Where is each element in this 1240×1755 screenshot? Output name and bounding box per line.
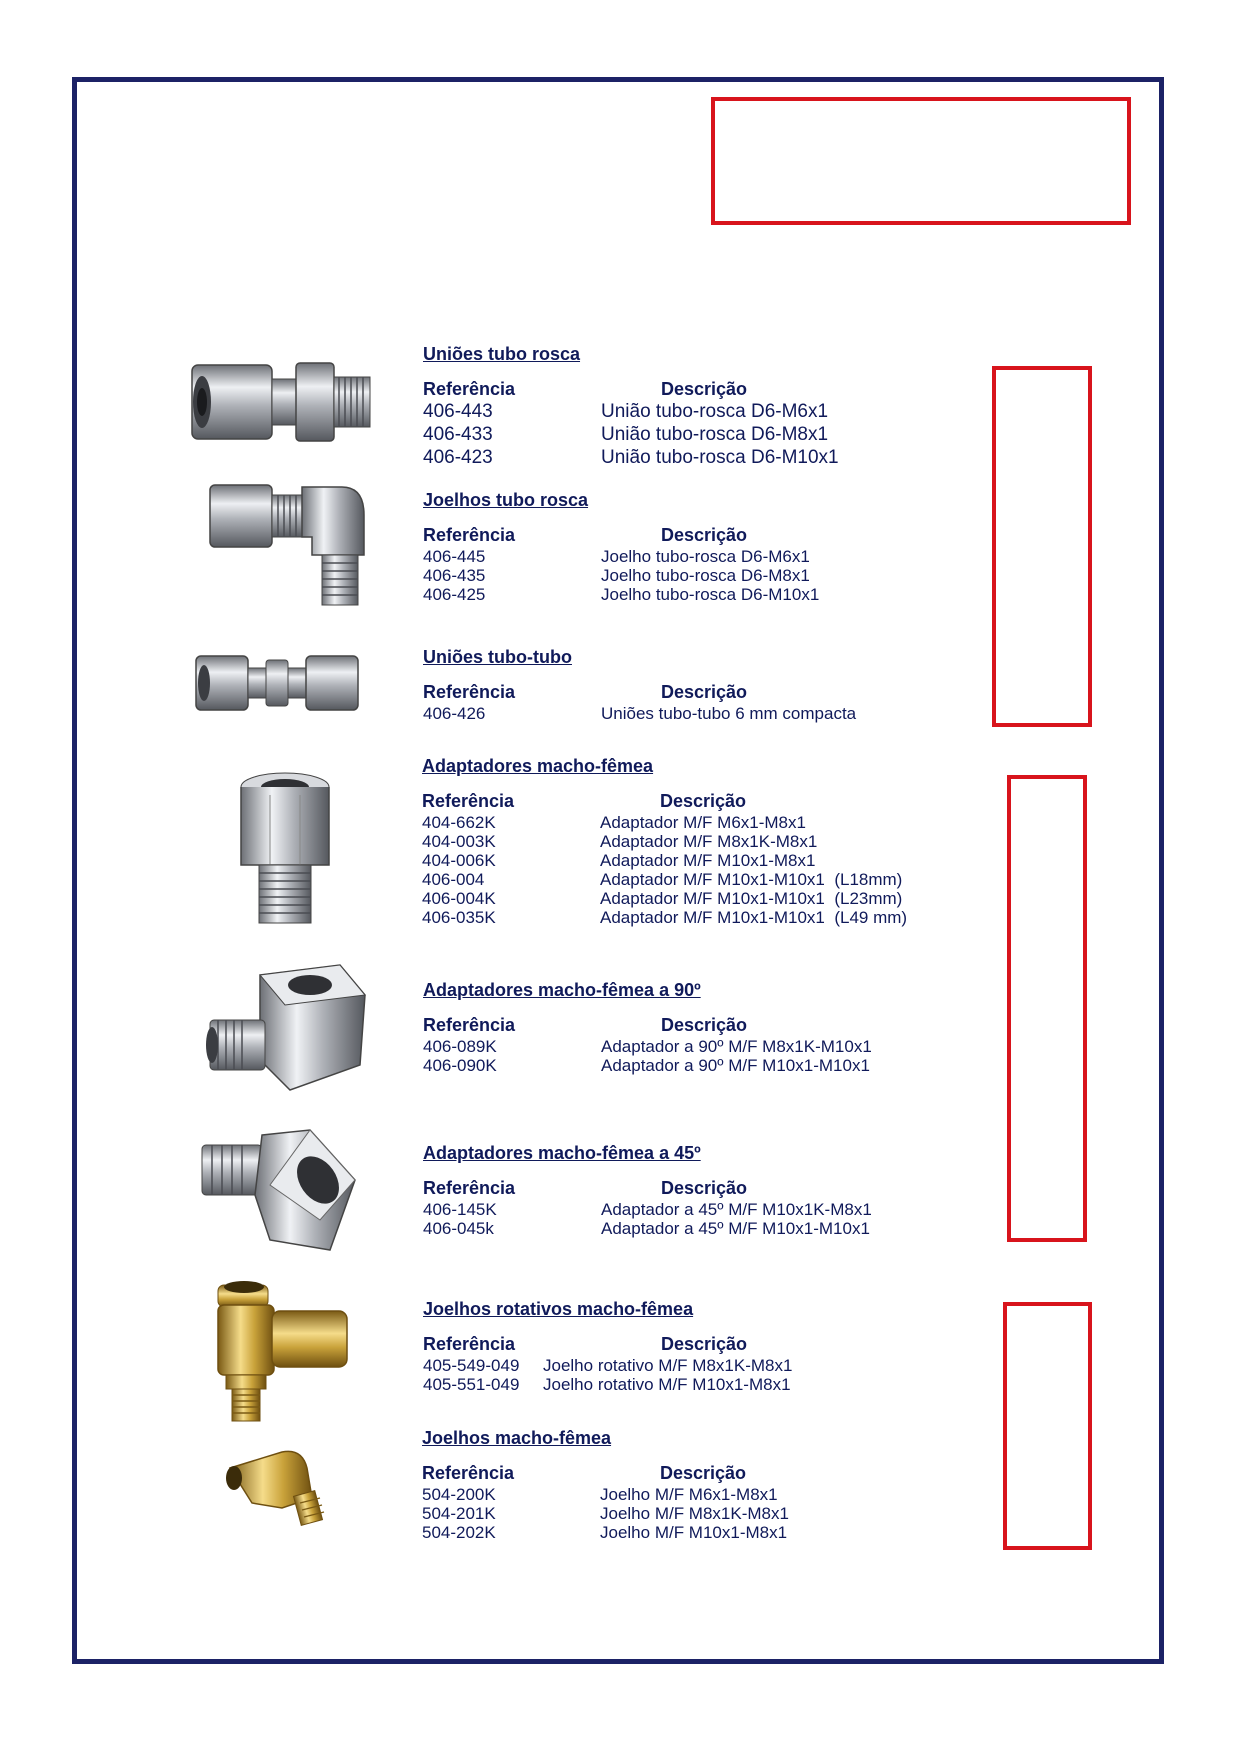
table-row [422, 851, 982, 870]
desc-cell: Adaptador M/F M10x1-M10x1 (L49 mm) [600, 908, 908, 927]
ref-header: Referência [422, 791, 515, 811]
ref-header: Referência [423, 1334, 516, 1354]
ref-header: Referência [423, 525, 516, 545]
ref-cell: 406-426 [423, 704, 486, 723]
desc-cell: União tubo-rosca D6-M8x1 [601, 424, 829, 445]
section-unioes-tubo-tubo [423, 647, 983, 723]
desc-cell: Uniões tubo-tubo 6 mm compacta [601, 704, 857, 723]
desc-cell: Joelho M/F M10x1-M8x1 [600, 1523, 788, 1542]
section-title: Adaptadores macho-fêmea [422, 756, 654, 776]
section-title: Adaptadores macho-fêmea a 90º [423, 980, 701, 1000]
desc-header: Descrição [661, 379, 748, 399]
ref-cell: 406-089K [423, 1037, 497, 1056]
table-row [423, 585, 983, 604]
desc-header: Descrição [661, 1334, 748, 1354]
ref-cell: 406-443 [423, 401, 493, 422]
straight-union-fitting-icon [188, 355, 380, 450]
ref-cell: 404-662K [422, 813, 496, 832]
ref-header: Referência [423, 1178, 516, 1198]
desc-cell: Adaptador M/F M8x1K-M8x1 [600, 832, 818, 851]
table-row [423, 401, 983, 424]
ref-cell: 406-435 [423, 566, 486, 585]
section-joelhos-tubo-rosca [423, 490, 983, 604]
ref-cell: 504-200K [422, 1485, 496, 1504]
section-joelhos-rotativos [423, 1299, 983, 1394]
desc-cell: Adaptador a 90º M/F M8x1K-M10x1 [601, 1037, 872, 1056]
ref-cell: 406-004K [422, 889, 496, 908]
section-title: Joelhos macho-fêmea [422, 1428, 612, 1448]
table-row [422, 1485, 982, 1504]
ref-cell: 404-003K [422, 832, 496, 851]
desc-header: Descrição [660, 791, 747, 811]
ref-header: Referência [423, 682, 516, 702]
table-row [422, 870, 982, 889]
table-row [422, 1523, 982, 1542]
table-row [422, 813, 982, 832]
section-unioes-tubo-rosca [423, 344, 983, 470]
ref-cell: 406-145K [423, 1200, 497, 1219]
ref-cell: 406-433 [423, 424, 493, 445]
desc-cell: Joelho tubo-rosca D6-M6x1 [601, 547, 810, 566]
section-title: Joelhos rotativos macho-fêmea [423, 1299, 694, 1319]
table-row [423, 447, 983, 470]
desc-cell: Joelho rotativo M/F M10x1-M8x1 [543, 1375, 791, 1394]
ref-cell: 406-090K [423, 1056, 497, 1075]
section-joelhos-macho-femea [422, 1428, 982, 1542]
side-red-box-2 [1007, 775, 1087, 1242]
desc-cell: União tubo-rosca D6-M10x1 [601, 447, 839, 468]
table-row [423, 1200, 983, 1219]
section-adaptadores-45 [423, 1143, 983, 1238]
section-title: Joelhos tubo rosca [423, 490, 589, 510]
ref-cell: 406-445 [423, 547, 486, 566]
elbow-fitting-icon [192, 475, 382, 610]
desc-cell: Adaptador a 45º M/F M10x1K-M8x1 [601, 1200, 872, 1219]
desc-header: Descrição [661, 1178, 748, 1198]
ref-cell: 404-006K [422, 851, 496, 870]
side-red-box-1 [992, 366, 1092, 727]
desc-cell: Joelho tubo-rosca D6-M10x1 [601, 585, 820, 604]
desc-cell: Joelho M/F M6x1-M8x1 [600, 1485, 778, 1504]
ref-header: Referência [423, 379, 516, 399]
section-title: Uniões tubo rosca [423, 344, 581, 364]
desc-cell: Adaptador a 45º M/F M10x1-M10x1 [601, 1219, 870, 1238]
ref-header: Referência [423, 1015, 516, 1035]
desc-header: Descrição [661, 1015, 748, 1035]
desc-header: Descrição [661, 525, 748, 545]
section-adaptadores-90 [423, 980, 983, 1075]
desc-cell: Adaptador M/F M10x1-M10x1 (L23mm) [600, 889, 903, 908]
table-row [423, 424, 983, 447]
desc-cell: Joelho M/F M8x1K-M8x1 [600, 1504, 789, 1523]
section-title: Adaptadores macho-fêmea a 45º [423, 1143, 701, 1163]
table-row [423, 704, 983, 723]
table-row [423, 566, 983, 585]
table-row [422, 889, 982, 908]
table-row [422, 1504, 982, 1523]
table-row [423, 1037, 983, 1056]
desc-header: Descrição [660, 1463, 747, 1483]
table-row [422, 832, 982, 851]
desc-header: Descrição [661, 682, 748, 702]
ref-cell: 406-045k [423, 1219, 494, 1238]
desc-cell: Adaptador M/F M6x1-M8x1 [600, 813, 806, 832]
desc-cell: União tubo-rosca D6-M6x1 [601, 401, 829, 422]
ref-cell: 504-201K [422, 1504, 496, 1523]
section-title: Uniões tubo-tubo [423, 647, 572, 667]
section-adaptadores-macho-femea [422, 756, 982, 927]
ref-cell: 406-035K [422, 908, 496, 927]
header-red-box [711, 97, 1131, 225]
desc-cell: Adaptador M/F M10x1-M10x1 (L18mm) [600, 870, 903, 889]
table-row [423, 1356, 983, 1375]
table-row [423, 547, 983, 566]
ref-cell: 405-549-049 [423, 1356, 520, 1375]
table-row [422, 908, 982, 927]
hex-adapter-icon [225, 765, 345, 930]
ref-header: Referência [422, 1463, 515, 1483]
rotary-elbow-brass-icon [212, 1275, 362, 1425]
adapter-45-icon [200, 1125, 370, 1260]
desc-cell: Adaptador a 90º M/F M10x1-M10x1 [601, 1056, 870, 1075]
ref-cell: 406-423 [423, 447, 493, 468]
table-row [423, 1375, 983, 1394]
side-red-box-3 [1003, 1302, 1092, 1550]
desc-cell: Joelho rotativo M/F M8x1K-M8x1 [543, 1356, 793, 1375]
table-row [423, 1219, 983, 1238]
brass-elbow-icon [222, 1448, 342, 1538]
adapter-90-icon [200, 955, 370, 1105]
desc-cell: Adaptador M/F M10x1-M8x1 [600, 851, 816, 870]
ref-cell: 406-004 [422, 870, 485, 889]
table-row [423, 1056, 983, 1075]
ref-cell: 405-551-049 [423, 1375, 520, 1394]
ref-cell: 504-202K [422, 1523, 496, 1542]
desc-cell: Joelho tubo-rosca D6-M8x1 [601, 566, 810, 585]
ref-cell: 406-425 [423, 585, 486, 604]
tube-tube-union-icon [192, 648, 362, 718]
